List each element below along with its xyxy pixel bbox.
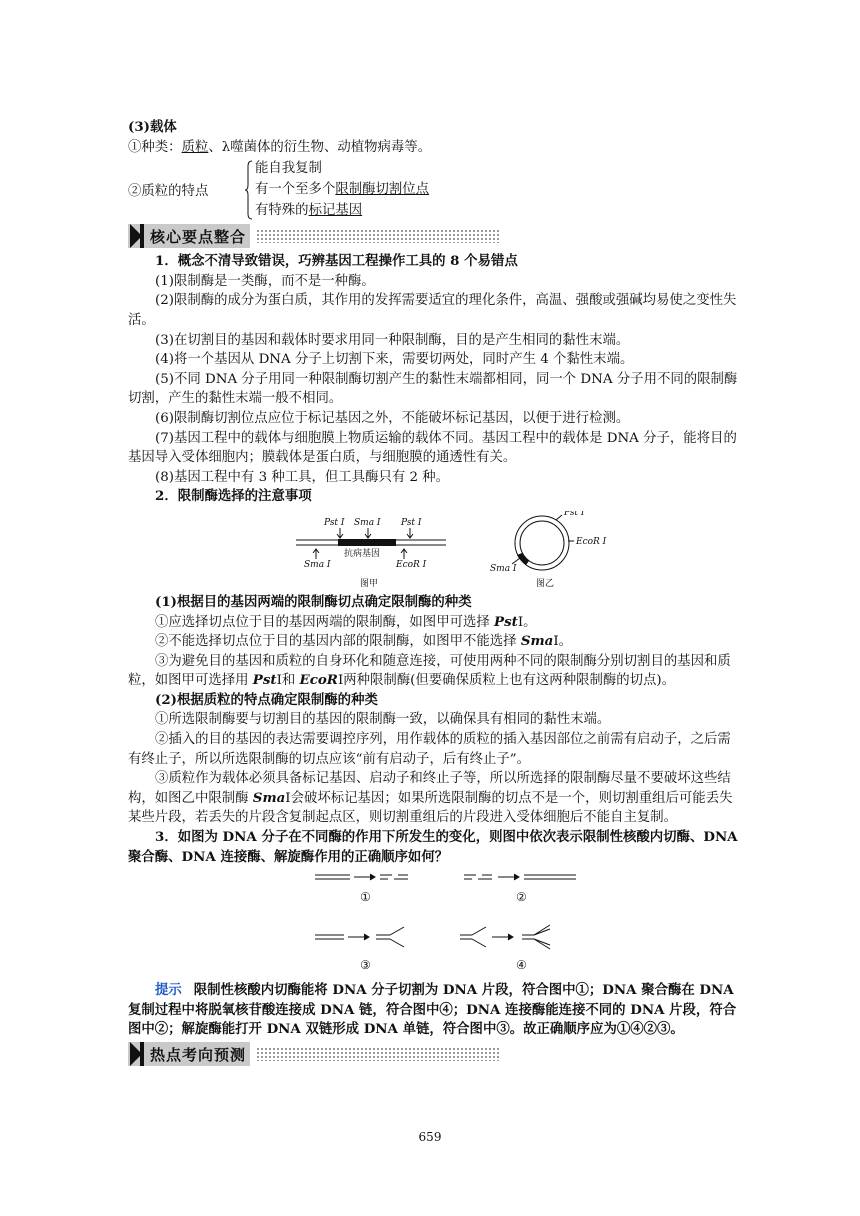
p2-s2c xyxy=(128,769,738,828)
figure-dna-changes xyxy=(128,869,738,979)
section-title: 核心要点整合 xyxy=(150,227,247,246)
s1b-text: ②不能选择切点位于目的基因内部的限制酶，如图甲不能选择 xyxy=(155,634,521,650)
p1-item-1: (1)限制酶是一类酶，而不是一种酶。 xyxy=(155,273,375,289)
feature-3-prefix: 有特殊的 xyxy=(255,203,309,219)
label-gene: 抗病基因 xyxy=(344,548,381,559)
s1b-enzyme: Sma xyxy=(520,633,554,650)
dotted-divider xyxy=(256,229,500,243)
section-header-hotspot xyxy=(128,1042,738,1068)
gene-block xyxy=(338,539,396,546)
s1c-text: ③为避免目的基因和质粒的自身环化和随意连接，可使用两种不同的限制酶分别切割目的基因和质粒，如图甲可选择用 xyxy=(128,653,731,689)
p1-item-2: (2)限制酶的成分为蛋白质，其作用的发挥需要适宜的理化条件，高温、强酸或强碱均易使之变性失活。 xyxy=(128,293,737,328)
hint-label: 提示 xyxy=(155,982,182,999)
label-pst-left: Pst Ⅰ xyxy=(324,517,345,528)
p2-s1c xyxy=(128,652,738,691)
s2c-text: ③质粒作为载体必须具备标记基因、启动子和终止子等，所以所选择的限制酶尽量不要破坏这些结构，如图乙中限制酶 xyxy=(128,771,731,806)
features-label: ②质粒的特点 xyxy=(128,184,209,200)
dotted-divider xyxy=(256,1047,500,1061)
section-header-core xyxy=(128,224,738,250)
s1c-mid: Ⅰ和 xyxy=(276,673,300,689)
ring-label-pst: Pst Ⅰ xyxy=(564,510,585,518)
feature-1: 能自我复制 xyxy=(255,161,322,177)
feature-3 xyxy=(255,200,429,221)
brace-icon xyxy=(245,160,253,220)
section-title: 热点考向预测 xyxy=(150,1045,247,1064)
ring-label-sma: Sma Ⅰ xyxy=(490,563,517,574)
p2-s2: (2)根据质粒的特点确定限制酶的种类 xyxy=(155,691,378,708)
s1c-enzyme-1: Pst xyxy=(252,672,277,689)
s2c-suffix: Ⅰ会破坏标记基因；如果所选限制酶的切点不是一个，则切割重组后可能丢失某些片段，若丢失的片段含复制起点区，则切割重组后的片段进入受体细胞后不能自主复制。 xyxy=(128,790,733,826)
s1c-suffix: Ⅰ两种限制酶(但要确保质粒上也有这两种限制酶的切点)。 xyxy=(337,673,676,689)
feature-2 xyxy=(255,179,429,200)
label-1: ① xyxy=(360,890,371,905)
p2-s2b: ②插入的目的基因的表达需要调控序列，用作载体的质粒的插入基因部位之前需有启动子，之后需有终止子，所以所选限制酶的切点应该“前有启动子，后有终止子”。 xyxy=(128,732,731,767)
p1-item-4: (4)将一个基因从 DNA 分子上切割下来，需要切两处，同时产生 4 个黏性末端。 xyxy=(155,352,634,368)
types-rest: 、λ噬菌体的衍生物、动植物病毒等。 xyxy=(208,139,432,155)
ring-label-eco: EcoR Ⅰ xyxy=(576,536,607,547)
plasmid-features xyxy=(128,158,738,222)
caption-b: 图乙 xyxy=(536,578,555,589)
carrier-types xyxy=(128,138,738,158)
feature-2-prefix: 有一个至多个 xyxy=(255,182,336,198)
page-number: 659 xyxy=(418,1130,442,1144)
s1a-enzyme: Pst xyxy=(494,613,518,630)
label-sma-bottom: Sma Ⅰ xyxy=(304,559,331,570)
feature-3-underlined: 标记基因 xyxy=(308,203,363,219)
p1-title: 1．概念不清导致错误，巧辨基因工程操作工具的 8 个易错点 xyxy=(155,253,518,270)
s1a-text: ①应选择切点位于目的基因两端的限制酶，如图甲可选择 xyxy=(155,614,495,630)
p2-s1a xyxy=(128,613,738,633)
types-plasmid: 质粒 xyxy=(181,139,209,155)
s1c-enzyme-2: EcoR xyxy=(299,672,338,689)
p1-item-6: (6)限制酶切割位点应位于标记基因之外，不能破坏标记基因，以便于进行检测。 xyxy=(155,410,630,426)
p2-title: 2．限制酶选择的注意事项 xyxy=(155,488,312,505)
carrier-heading: (3)载体 xyxy=(128,119,177,135)
p3-question: 3．如图为 DNA 分子在不同酶的作用下所发生的变化，则图中依次表示限制性核酸内切酶、DNA 聚合酶、DNA 连接酶、解旋酶作用的正确顺序如何？ xyxy=(128,829,738,865)
dna-change-diagram xyxy=(128,869,738,979)
p1-item-8: (8)基因工程中有 3 种工具，但工具酶只有 2 种。 xyxy=(155,469,450,485)
label-eco-bottom: EcoR Ⅰ xyxy=(396,559,427,570)
p2-s1: (1)根据目的基因两端的限制酶切点确定限制酶的种类 xyxy=(155,593,472,610)
hint-text: 限制性核酸内切酶能将 DNA 分子切割为 DNA 片段，符合图中①；DNA 聚合酶在 DNA 复制过程中将脱氧核苷酸连接成 DNA 链，符合图中④；DNA 连接酶能连接不同的 DNA 片段，符合图中②；解旋酶能打开 DNA 双链形成 DNA 单链，符合图中③。故正确顺序应为①④②③。 xyxy=(128,982,737,1038)
feature-2-underlined: 限制酶切割位点 xyxy=(335,182,430,198)
p1-item-5: (5)不同 DNA 分子用同一种限制酶切割产生的黏性末端都相同，同一个 DNA 分子用不同的限制酶切割，产生的黏性末端一般不相同。 xyxy=(128,371,738,407)
figure-enzyme-sites xyxy=(128,511,738,589)
label-2: ② xyxy=(516,890,527,905)
s1a-suffix: Ⅰ。 xyxy=(517,614,537,630)
p3-hint xyxy=(128,981,738,1040)
p1-item-7: (7)基因工程中的载体与细胞膜上物质运输的载体不同。基因工程中的载体是 DNA 分子，能将目的基因导入受体细胞内；膜载体是蛋白质，与细胞膜的通透性有关。 xyxy=(128,430,737,466)
label-3: ③ xyxy=(360,958,371,973)
s2c-enzyme: Sma xyxy=(252,789,286,806)
label-sma-top: Sma Ⅰ xyxy=(354,517,381,528)
p1-item-3: (3)在切割目的基因和载体时要求用同一种限制酶，目的是产生相同的黏性末端。 xyxy=(155,332,630,348)
enzyme-diagram xyxy=(128,511,738,589)
p2-s2a: ①所选限制酶要与切割目的基因的限制酶一致，以确保具有相同的黏性末端。 xyxy=(155,712,611,728)
caption-a: 图甲 xyxy=(360,578,379,589)
types-prefix: ①种类： xyxy=(128,139,182,155)
label-pst-right: Pst Ⅰ xyxy=(401,517,422,528)
page-content xyxy=(128,118,738,1070)
p2-s1b xyxy=(128,632,738,652)
s1b-suffix: Ⅰ。 xyxy=(553,634,573,650)
label-4: ④ xyxy=(516,958,527,973)
